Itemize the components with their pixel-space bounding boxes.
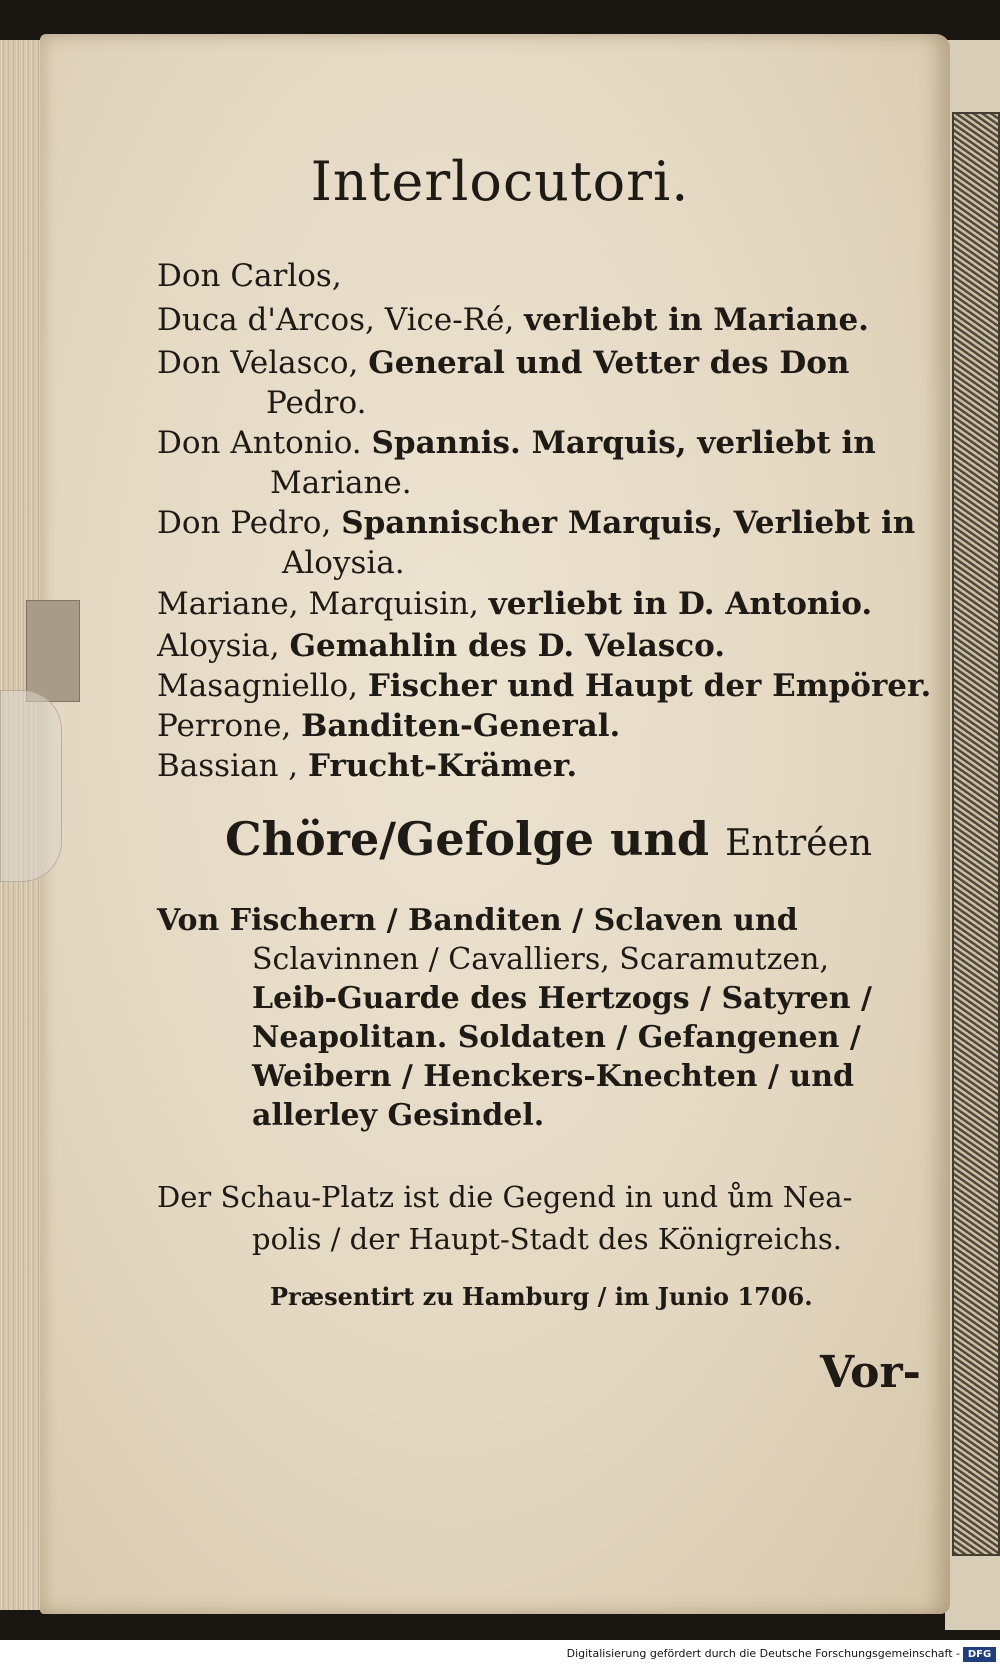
- chorus-heading-latin: Entréen: [725, 823, 872, 864]
- chorus-line: Leib-Guarde des Hertzogs / Satyren /: [252, 981, 872, 1016]
- chorus-heading-blackletter: Chöre/Gefolge und: [225, 812, 710, 866]
- cast-name: Perrone,: [157, 708, 292, 744]
- cast-name: Masagniello,: [157, 668, 359, 704]
- cast-line: [157, 258, 342, 294]
- cast-role: General und Vetter des Don: [368, 345, 850, 381]
- chorus-line: allerley Gesindel.: [252, 1098, 545, 1133]
- chorus-line: Von Fischern / Banditen / Sclaven und: [157, 903, 798, 938]
- cast-line: [157, 302, 869, 338]
- cast-line: [157, 586, 872, 622]
- page-title: Interlocutori.: [310, 150, 690, 213]
- cast-line-continued: [282, 545, 405, 581]
- paper-tab: [26, 600, 80, 702]
- cast-role: Frucht-Krämer.: [308, 748, 578, 784]
- engraving-illustration: [952, 112, 1000, 1556]
- catchword: Vor-: [820, 1347, 921, 1398]
- cast-role: Spannis. Marquis, verliebt in: [371, 425, 876, 461]
- cast-role: Gemahlin des D. Velasco.: [289, 628, 726, 664]
- chorus-line: Weibern / Henckers-Knechten / und: [252, 1059, 855, 1094]
- cast-name: Bassian ,: [157, 748, 299, 784]
- cast-line: [157, 425, 876, 461]
- scene-line: Der Schau-Platz ist die Gegend in und ům Nea-: [157, 1180, 853, 1214]
- cast-line-continued: [266, 385, 366, 421]
- chorus-heading: [225, 812, 872, 866]
- cast-role: Mariane.: [270, 465, 412, 501]
- cast-role: verliebt in Mariane.: [524, 302, 869, 338]
- scene-line: polis / der Haupt-Stadt des Königreichs.: [252, 1222, 842, 1256]
- dfg-logo: DFG: [963, 1647, 996, 1662]
- cast-name: Don Carlos,: [157, 258, 342, 294]
- cast-name: Don Velasco,: [157, 345, 359, 381]
- cast-line-continued: [270, 465, 412, 501]
- cast-line: [157, 708, 620, 744]
- funding-credit: Digitalisierung gefördert durch die Deutsche Forschungsgemeinschaft -: [566, 1647, 960, 1660]
- cast-name: Don Antonio.: [157, 425, 362, 461]
- cast-role: Banditen-General.: [301, 708, 621, 744]
- cast-name: Don Pedro,: [157, 505, 332, 541]
- cast-line: [157, 668, 931, 704]
- cast-line: [157, 628, 725, 664]
- chorus-line: Neapolitan. Soldaten / Gefangenen /: [252, 1020, 861, 1055]
- cast-role: verliebt in D. Antonio.: [488, 586, 873, 622]
- cast-role: Fischer und Haupt der Empörer.: [367, 668, 932, 704]
- cast-role: Aloysia.: [282, 545, 405, 581]
- cast-name: Duca d'Arcos, Vice-Ré,: [157, 302, 515, 338]
- cast-line: [157, 505, 915, 541]
- chorus-line: Sclavinnen / Cavalliers, Scaramutzen,: [252, 942, 830, 977]
- cast-name: Mariane, Marquisin,: [157, 586, 479, 622]
- cast-role: Pedro.: [266, 385, 367, 421]
- cast-line: [157, 748, 577, 784]
- premiere-note: Præsentirt zu Hamburg / im Junio 1706.: [270, 1282, 813, 1311]
- cast-name: Aloysia,: [157, 628, 280, 664]
- cast-line: [157, 345, 849, 381]
- cast-role: Spannischer Marquis, Verliebt in: [341, 505, 916, 541]
- plastic-clip: [0, 690, 62, 882]
